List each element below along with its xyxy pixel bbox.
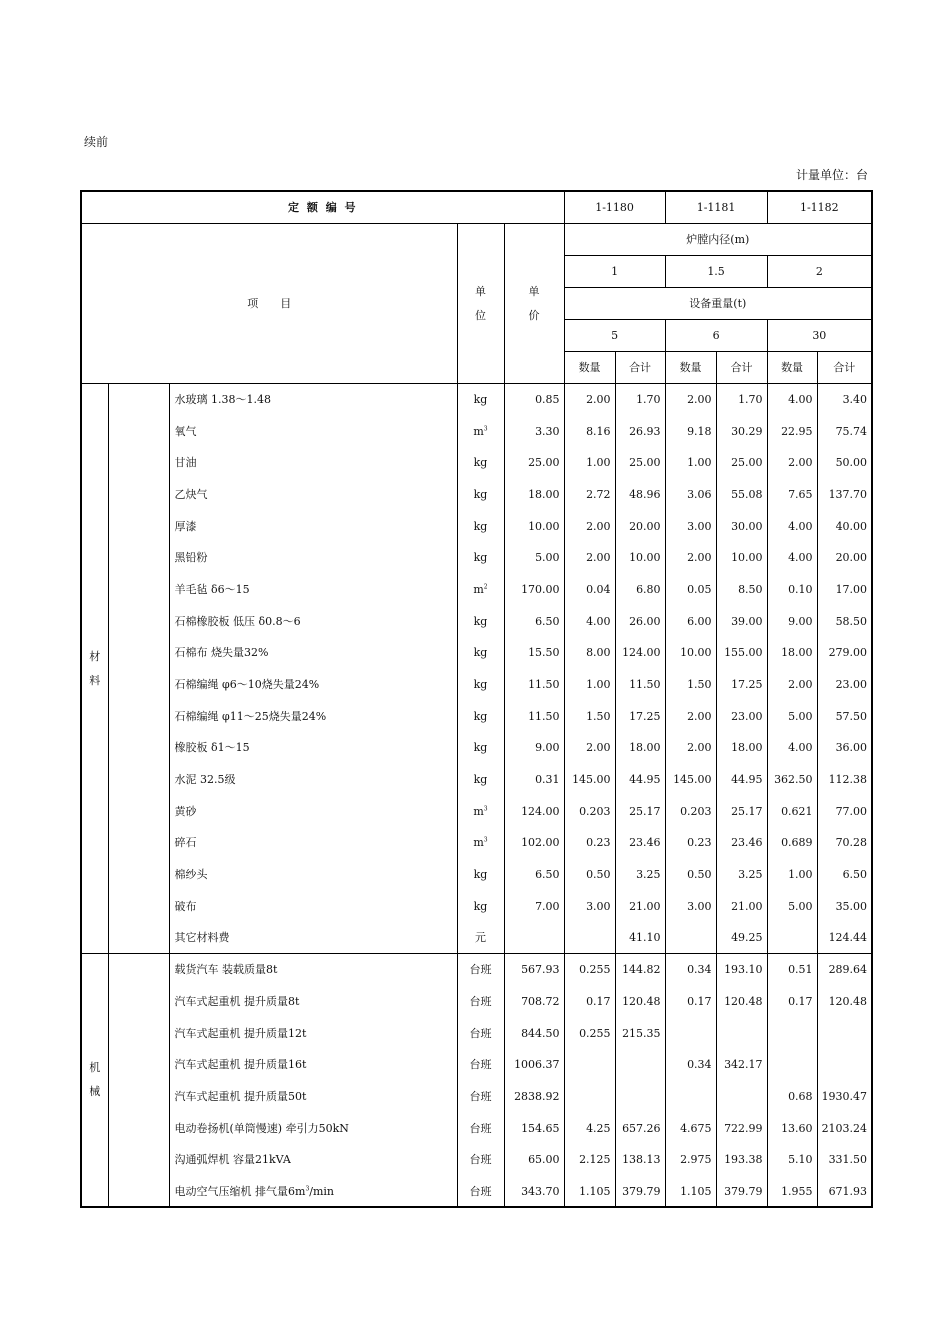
sum-label: 合计 xyxy=(817,352,872,384)
item-unit: 台班 xyxy=(457,1112,504,1144)
item-qty: 145.00 xyxy=(665,764,716,796)
item-qty: 362.50 xyxy=(767,764,817,796)
item-qty: 8.00 xyxy=(564,637,615,669)
table-row xyxy=(81,827,872,859)
param1-value-3: 2 xyxy=(767,256,872,288)
item-sum: 722.99 xyxy=(716,1112,767,1144)
item-price: 18.00 xyxy=(504,479,564,511)
item-qty: 13.60 xyxy=(767,1112,817,1144)
item-sum: 26.93 xyxy=(615,415,665,447)
item-unit: kg xyxy=(457,605,504,637)
item-label: 项 目 xyxy=(81,224,457,384)
header-code-row xyxy=(81,191,872,224)
item-qty: 0.203 xyxy=(564,795,615,827)
item-sum: 77.00 xyxy=(817,795,872,827)
item-name: 厚漆 xyxy=(169,510,457,542)
item-sum: 193.38 xyxy=(716,1144,767,1176)
item-sum: 58.50 xyxy=(817,605,872,637)
item-unit: kg xyxy=(457,732,504,764)
item-unit: kg xyxy=(457,510,504,542)
item-price xyxy=(504,922,564,954)
item-unit: $m^2$ xyxy=(457,574,504,606)
item-sum: 10.00 xyxy=(615,542,665,574)
item-unit: kg xyxy=(457,891,504,923)
price-label: 单价 xyxy=(504,224,564,384)
item-sum: 44.95 xyxy=(615,764,665,796)
item-sum: 21.00 xyxy=(615,891,665,923)
table-row xyxy=(81,447,872,479)
item-sum: 1.70 xyxy=(615,384,665,416)
item-qty: 0.621 xyxy=(767,795,817,827)
item-name: 棉纱头 xyxy=(169,859,457,891)
item-qty: 9.18 xyxy=(665,415,716,447)
item-price: 2838.92 xyxy=(504,1081,564,1113)
table-row xyxy=(81,510,872,542)
item-qty: 5.10 xyxy=(767,1144,817,1176)
item-qty: 2.00 xyxy=(665,542,716,574)
item-qty: 3.00 xyxy=(564,891,615,923)
item-qty: 8.16 xyxy=(564,415,615,447)
table-row xyxy=(81,859,872,891)
table-row xyxy=(81,1049,872,1081)
item-sum: 23.00 xyxy=(817,669,872,701)
item-sum: 23.46 xyxy=(716,827,767,859)
item-name: 石棉编绳 φ11～25烧失量24% xyxy=(169,700,457,732)
item-price: 6.50 xyxy=(504,605,564,637)
item-qty: 22.95 xyxy=(767,415,817,447)
item-sum: 36.00 xyxy=(817,732,872,764)
item-price: 0.85 xyxy=(504,384,564,416)
item-qty xyxy=(767,1049,817,1081)
item-price: 102.00 xyxy=(504,827,564,859)
item-qty: 2.00 xyxy=(665,384,716,416)
item-sum: 331.50 xyxy=(817,1144,872,1176)
section-spacer xyxy=(108,384,169,954)
item-sum: 3.25 xyxy=(615,859,665,891)
item-qty: 18.00 xyxy=(767,637,817,669)
item-price: 9.00 xyxy=(504,732,564,764)
item-sum: 657.26 xyxy=(615,1112,665,1144)
item-qty: 0.23 xyxy=(665,827,716,859)
table-row xyxy=(81,795,872,827)
item-sum: 144.82 xyxy=(615,954,665,986)
qty-label: 数量 xyxy=(564,352,615,384)
item-qty: 4.00 xyxy=(767,384,817,416)
item-qty: 0.34 xyxy=(665,954,716,986)
item-qty xyxy=(767,1017,817,1049)
item-sum: 120.48 xyxy=(716,986,767,1018)
code-1182: 1-1182 xyxy=(767,191,872,224)
item-sum: 11.50 xyxy=(615,669,665,701)
item-qty: 4.00 xyxy=(767,510,817,542)
item-qty: 0.68 xyxy=(767,1081,817,1113)
table-row xyxy=(81,1144,872,1176)
item-qty: 0.255 xyxy=(564,1017,615,1049)
table-row xyxy=(81,764,872,796)
item-sum: 39.00 xyxy=(716,605,767,637)
item-unit: 台班 xyxy=(457,986,504,1018)
item-name: 石棉编绳 φ6～10烧失量24% xyxy=(169,669,457,701)
item-unit: 台班 xyxy=(457,1081,504,1113)
item-qty: 0.50 xyxy=(564,859,615,891)
item-unit: $m^3$ xyxy=(457,415,504,447)
item-price: 170.00 xyxy=(504,574,564,606)
item-sum: 20.00 xyxy=(817,542,872,574)
table-row xyxy=(81,1176,872,1208)
qty-label: 数量 xyxy=(665,352,716,384)
item-sum: 20.00 xyxy=(615,510,665,542)
item-sum: 23.46 xyxy=(615,827,665,859)
table-row xyxy=(81,732,872,764)
item-sum: 342.17 xyxy=(716,1049,767,1081)
item-sum: 35.00 xyxy=(817,891,872,923)
table-row xyxy=(81,891,872,923)
item-sum: 279.00 xyxy=(817,637,872,669)
code-1180: 1-1180 xyxy=(564,191,665,224)
table-row xyxy=(81,954,872,986)
item-name: 碎石 xyxy=(169,827,457,859)
item-price: 844.50 xyxy=(504,1017,564,1049)
item-price: 124.00 xyxy=(504,795,564,827)
item-qty: 0.17 xyxy=(767,986,817,1018)
item-qty: 7.65 xyxy=(767,479,817,511)
item-qty xyxy=(767,922,817,954)
item-qty: 2.00 xyxy=(564,732,615,764)
item-sum: 25.17 xyxy=(716,795,767,827)
item-qty: 2.975 xyxy=(665,1144,716,1176)
item-qty: 0.689 xyxy=(767,827,817,859)
item-qty: 2.00 xyxy=(767,447,817,479)
item-name: 载货汽车 装载质量8t xyxy=(169,954,457,986)
item-sum xyxy=(615,1049,665,1081)
item-name: 电动卷扬机(单筒慢速) 牵引力50kN xyxy=(169,1112,457,1144)
item-sum: 25.00 xyxy=(716,447,767,479)
item-qty: 5.00 xyxy=(767,700,817,732)
section-label: 机械 xyxy=(81,954,108,1208)
item-unit: kg xyxy=(457,859,504,891)
item-sum: 26.00 xyxy=(615,605,665,637)
item-qty xyxy=(665,1081,716,1113)
item-sum: 671.93 xyxy=(817,1176,872,1208)
item-name: 黄砂 xyxy=(169,795,457,827)
item-qty: 2.00 xyxy=(564,384,615,416)
item-sum: 379.79 xyxy=(615,1176,665,1208)
table-row xyxy=(81,669,872,701)
item-sum: 3.25 xyxy=(716,859,767,891)
item-qty: 1.105 xyxy=(665,1176,716,1208)
item-price: 708.72 xyxy=(504,986,564,1018)
item-unit: $m^3$ xyxy=(457,795,504,827)
item-name: 电动空气压缩机 排气量$6m^3/\min$ xyxy=(169,1176,457,1208)
item-name: 汽车式起重机 提升质量50t xyxy=(169,1081,457,1113)
item-price: 25.00 xyxy=(504,447,564,479)
item-unit: kg xyxy=(457,764,504,796)
item-price: 1006.37 xyxy=(504,1049,564,1081)
item-unit: kg xyxy=(457,700,504,732)
item-qty: 9.00 xyxy=(767,605,817,637)
item-unit: 台班 xyxy=(457,1049,504,1081)
item-name: 羊毛毡 δ6～15 xyxy=(169,574,457,606)
item-sum: 50.00 xyxy=(817,447,872,479)
item-sum: 57.50 xyxy=(817,700,872,732)
item-price: 11.50 xyxy=(504,669,564,701)
item-name: 黑铅粉 xyxy=(169,542,457,574)
table-row xyxy=(81,479,872,511)
item-qty: 2.00 xyxy=(665,700,716,732)
item-sum xyxy=(817,1017,872,1049)
sum-label: 合计 xyxy=(716,352,767,384)
item-qty: 0.50 xyxy=(665,859,716,891)
item-qty: 4.00 xyxy=(767,732,817,764)
item-price: 154.65 xyxy=(504,1112,564,1144)
item-sum: 23.00 xyxy=(716,700,767,732)
item-qty: 1.00 xyxy=(564,447,615,479)
table-row xyxy=(81,700,872,732)
table-row xyxy=(81,637,872,669)
item-name: 水玻璃 1.38～1.48 xyxy=(169,384,457,416)
item-price: 567.93 xyxy=(504,954,564,986)
item-name: 石棉布 烧失量32% xyxy=(169,637,457,669)
item-sum: 44.95 xyxy=(716,764,767,796)
table-row xyxy=(81,384,872,416)
item-sum: 17.25 xyxy=(716,669,767,701)
item-price: 7.00 xyxy=(504,891,564,923)
table-row xyxy=(81,1017,872,1049)
item-price: 11.50 xyxy=(504,700,564,732)
table-row xyxy=(81,922,872,954)
item-qty: 4.00 xyxy=(767,542,817,574)
item-qty xyxy=(564,922,615,954)
item-sum: 55.08 xyxy=(716,479,767,511)
item-name: 水泥 32.5级 xyxy=(169,764,457,796)
item-unit: 台班 xyxy=(457,1144,504,1176)
item-sum xyxy=(615,1081,665,1113)
item-qty: 1.00 xyxy=(665,447,716,479)
item-qty: 1.105 xyxy=(564,1176,615,1208)
item-qty: 0.255 xyxy=(564,954,615,986)
item-sum: 30.29 xyxy=(716,415,767,447)
item-sum: 2103.24 xyxy=(817,1112,872,1144)
item-sum: 40.00 xyxy=(817,510,872,542)
item-sum: 25.00 xyxy=(615,447,665,479)
item-qty: 2.00 xyxy=(564,510,615,542)
table-row xyxy=(81,542,872,574)
item-sum: 6.80 xyxy=(615,574,665,606)
item-qty: 1.00 xyxy=(767,859,817,891)
item-sum: 124.44 xyxy=(817,922,872,954)
sum-label: 合计 xyxy=(615,352,665,384)
item-sum xyxy=(716,1017,767,1049)
item-qty xyxy=(665,1017,716,1049)
item-sum: 1.70 xyxy=(716,384,767,416)
item-qty: 4.675 xyxy=(665,1112,716,1144)
item-sum: 25.17 xyxy=(615,795,665,827)
item-sum: 21.00 xyxy=(716,891,767,923)
item-sum: 112.38 xyxy=(817,764,872,796)
item-qty: 2.00 xyxy=(564,542,615,574)
item-sum: 120.48 xyxy=(615,986,665,1018)
table-row xyxy=(81,1112,872,1144)
item-sum: 3.40 xyxy=(817,384,872,416)
section-spacer xyxy=(108,954,169,1208)
item-sum: 17.00 xyxy=(817,574,872,606)
item-sum: 138.13 xyxy=(615,1144,665,1176)
item-unit: kg xyxy=(457,447,504,479)
item-price: 65.00 xyxy=(504,1144,564,1176)
item-name: 沟通弧焊机 容量21kVA xyxy=(169,1144,457,1176)
item-price: 15.50 xyxy=(504,637,564,669)
code-label: 定 额 编 号 xyxy=(81,191,564,224)
item-qty: 0.51 xyxy=(767,954,817,986)
item-sum: 18.00 xyxy=(615,732,665,764)
item-qty: 3.06 xyxy=(665,479,716,511)
item-unit: kg xyxy=(457,384,504,416)
param2-label: 设备重量(t) xyxy=(564,288,872,320)
item-unit: kg xyxy=(457,479,504,511)
qty-label: 数量 xyxy=(767,352,817,384)
item-unit: 元 xyxy=(457,922,504,954)
item-sum: 30.00 xyxy=(716,510,767,542)
item-name: 氧气 xyxy=(169,415,457,447)
item-qty: 2.00 xyxy=(665,732,716,764)
table-row xyxy=(81,574,872,606)
item-qty: 3.00 xyxy=(665,891,716,923)
param2-value-3: 30 xyxy=(767,320,872,352)
unit-note: 计量单位：台 xyxy=(795,168,868,182)
item-qty: 2.125 xyxy=(564,1144,615,1176)
table-row xyxy=(81,986,872,1018)
item-unit: $m^3$ xyxy=(457,827,504,859)
item-qty: 2.00 xyxy=(767,669,817,701)
section-label: 材料 xyxy=(81,384,108,954)
item-sum: 215.35 xyxy=(615,1017,665,1049)
item-name: 甘油 xyxy=(169,447,457,479)
item-name: 橡胶板 δ1～15 xyxy=(169,732,457,764)
item-sum: 6.50 xyxy=(817,859,872,891)
item-qty: 1.955 xyxy=(767,1176,817,1208)
item-unit: 台班 xyxy=(457,1176,504,1208)
item-name: 石棉橡胶板 低压 δ0.8～6 xyxy=(169,605,457,637)
item-price: 0.31 xyxy=(504,764,564,796)
item-sum: 70.28 xyxy=(817,827,872,859)
item-name: 汽车式起重机 提升质量16t xyxy=(169,1049,457,1081)
item-sum xyxy=(716,1081,767,1113)
item-name: 破布 xyxy=(169,891,457,923)
item-sum: 41.10 xyxy=(615,922,665,954)
item-qty: 0.05 xyxy=(665,574,716,606)
param1-label: 炉膛内径(m) xyxy=(564,224,872,256)
item-qty: 0.04 xyxy=(564,574,615,606)
item-sum: 10.00 xyxy=(716,542,767,574)
table-row xyxy=(81,415,872,447)
item-qty xyxy=(665,922,716,954)
item-sum xyxy=(817,1049,872,1081)
item-sum: 137.70 xyxy=(817,479,872,511)
item-sum: 75.74 xyxy=(817,415,872,447)
table-row xyxy=(81,605,872,637)
item-sum: 120.48 xyxy=(817,986,872,1018)
item-qty: 4.00 xyxy=(564,605,615,637)
item-price: 5.00 xyxy=(504,542,564,574)
item-sum: 17.25 xyxy=(615,700,665,732)
param2-value-2: 6 xyxy=(665,320,767,352)
item-name: 汽车式起重机 提升质量12t xyxy=(169,1017,457,1049)
item-qty: 1.50 xyxy=(665,669,716,701)
item-sum: 1930.47 xyxy=(817,1081,872,1113)
item-qty: 5.00 xyxy=(767,891,817,923)
item-qty: 4.25 xyxy=(564,1112,615,1144)
param2-value-1: 5 xyxy=(564,320,665,352)
item-unit: kg xyxy=(457,637,504,669)
item-price: 6.50 xyxy=(504,859,564,891)
item-qty: 0.23 xyxy=(564,827,615,859)
item-qty: 10.00 xyxy=(665,637,716,669)
item-sum: 193.10 xyxy=(716,954,767,986)
item-sum: 289.64 xyxy=(817,954,872,986)
param1-value-1: 1 xyxy=(564,256,665,288)
item-unit: 台班 xyxy=(457,1017,504,1049)
item-name: 乙炔气 xyxy=(169,479,457,511)
item-qty: 2.72 xyxy=(564,479,615,511)
item-qty xyxy=(564,1049,615,1081)
item-qty: 0.17 xyxy=(564,986,615,1018)
item-sum: 379.79 xyxy=(716,1176,767,1208)
code-1181: 1-1181 xyxy=(665,191,767,224)
item-qty: 6.00 xyxy=(665,605,716,637)
item-qty: 0.17 xyxy=(665,986,716,1018)
item-qty: 0.34 xyxy=(665,1049,716,1081)
item-unit: kg xyxy=(457,669,504,701)
table-row xyxy=(81,1081,872,1113)
item-sum: 18.00 xyxy=(716,732,767,764)
item-qty xyxy=(564,1081,615,1113)
item-qty: 145.00 xyxy=(564,764,615,796)
unit-label: 单位 xyxy=(457,224,504,384)
item-sum: 49.25 xyxy=(716,922,767,954)
item-name: 汽车式起重机 提升质量8t xyxy=(169,986,457,1018)
item-qty: 0.203 xyxy=(665,795,716,827)
item-name: 其它材料费 xyxy=(169,922,457,954)
param1-value-2: 1.5 xyxy=(665,256,767,288)
item-unit: 台班 xyxy=(457,954,504,986)
item-sum: 124.00 xyxy=(615,637,665,669)
item-sum: 155.00 xyxy=(716,637,767,669)
item-unit: kg xyxy=(457,542,504,574)
item-qty: 0.10 xyxy=(767,574,817,606)
item-qty: 1.00 xyxy=(564,669,615,701)
item-sum: 8.50 xyxy=(716,574,767,606)
item-qty: 1.50 xyxy=(564,700,615,732)
item-price: 10.00 xyxy=(504,510,564,542)
continued-label: 续前 xyxy=(84,135,109,149)
item-qty: 3.00 xyxy=(665,510,716,542)
quota-table xyxy=(80,190,873,1208)
item-price: 3.30 xyxy=(504,415,564,447)
item-sum: 48.96 xyxy=(615,479,665,511)
item-price: 343.70 xyxy=(504,1176,564,1208)
